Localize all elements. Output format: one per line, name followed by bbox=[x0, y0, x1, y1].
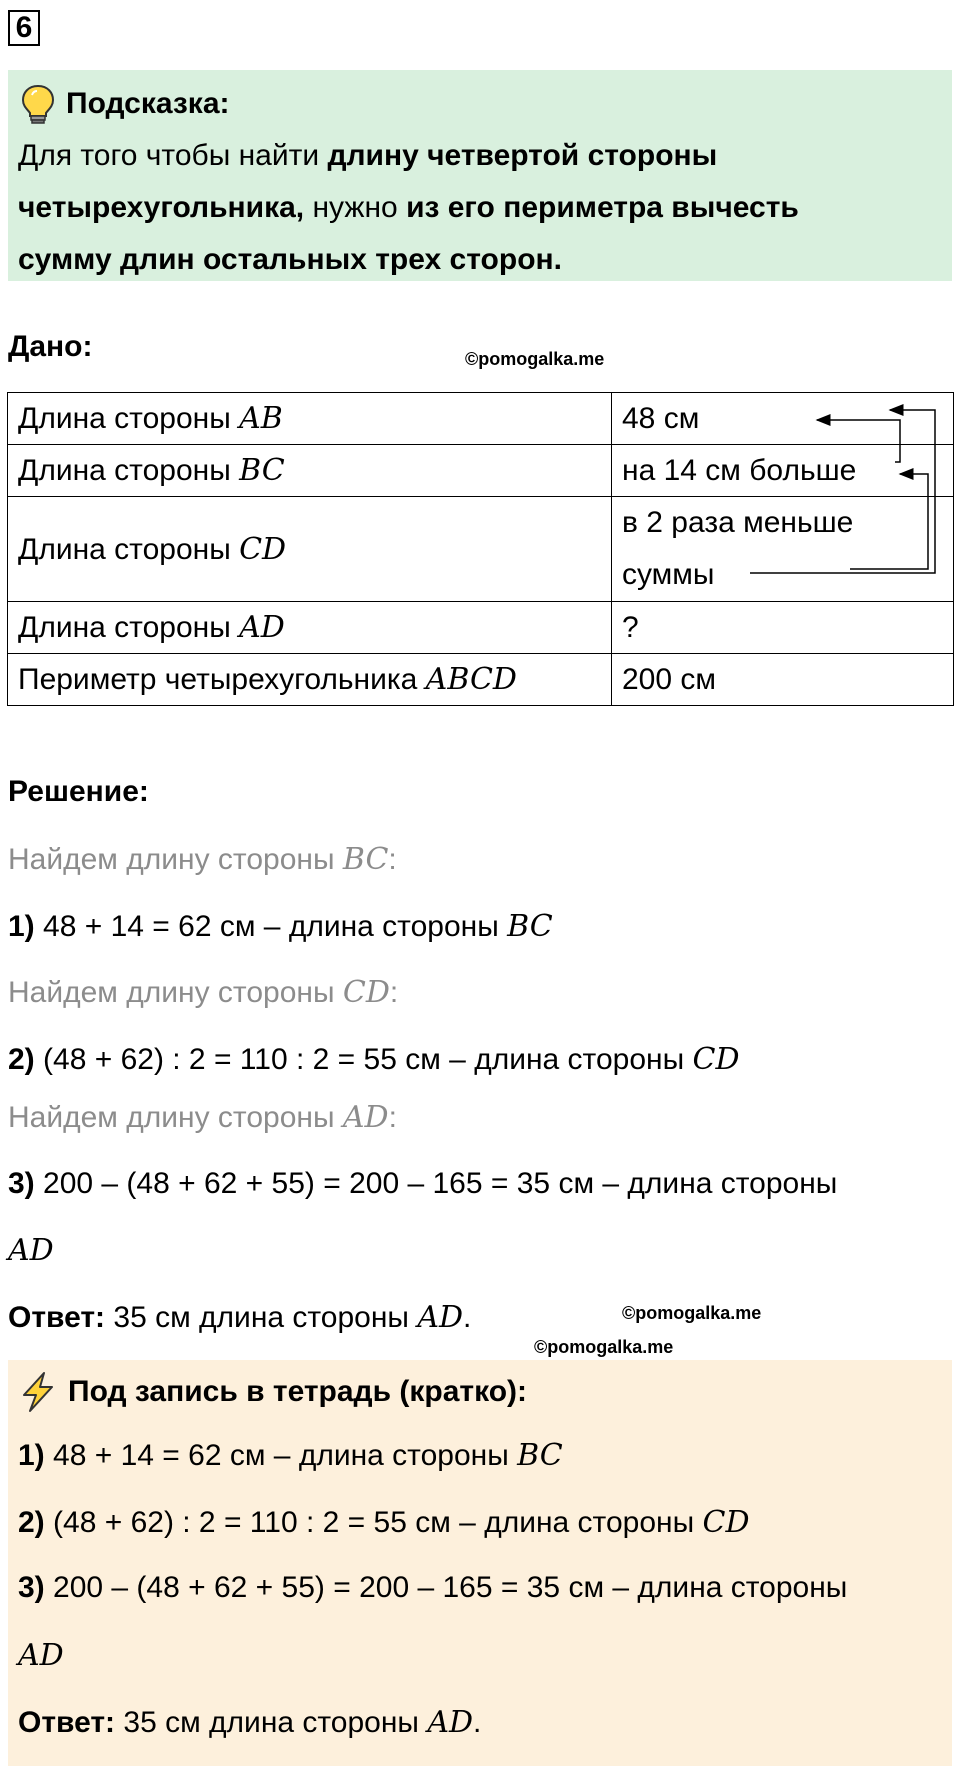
find-text: Найдем длину стороны bbox=[8, 843, 343, 876]
notebook-step-2 bbox=[18, 1505, 750, 1540]
table-cell-label bbox=[8, 654, 612, 706]
step-text: 48 + 14 = 62 см – длина стороны bbox=[44, 1439, 518, 1472]
step-number: 1) bbox=[18, 1439, 45, 1472]
step-var: BC bbox=[507, 909, 553, 944]
row-label: Периметр четырехугольника bbox=[18, 663, 426, 696]
find-var: CD bbox=[342, 975, 390, 1010]
notebook-box bbox=[8, 1360, 952, 1766]
given-label: Дано: bbox=[8, 330, 93, 363]
answer-text: 35 см длина стороны bbox=[115, 1706, 428, 1739]
row-var: AB bbox=[239, 401, 283, 436]
table-cell-label bbox=[8, 445, 612, 497]
answer-var: AD bbox=[427, 1705, 474, 1740]
notebook-step-1 bbox=[18, 1438, 563, 1473]
answer-end: . bbox=[473, 1706, 482, 1739]
find-colon: : bbox=[388, 843, 397, 876]
lightning-icon bbox=[18, 1371, 58, 1413]
notebook-answer-line bbox=[18, 1705, 481, 1740]
hint-bold: длину четвертой стороны bbox=[327, 139, 718, 172]
answer-var: AD bbox=[417, 1300, 464, 1335]
table-cell-label bbox=[8, 393, 612, 445]
hint-bold: сумму длин остальных трех сторон. bbox=[18, 243, 562, 276]
step-number: 2) bbox=[18, 1506, 45, 1539]
watermark: ©pomogalka.me bbox=[534, 1337, 674, 1357]
step-text: 200 – (48 + 62 + 55) = 200 – 165 = 35 см – длина стороны bbox=[44, 1571, 848, 1604]
step-text: (48 + 62) : 2 = 110 : 2 = 55 см – длина стороны bbox=[34, 1043, 693, 1076]
value-line: в 2 раза меньше bbox=[622, 506, 854, 539]
table-cell-label bbox=[8, 497, 612, 602]
find-colon: : bbox=[389, 976, 399, 1009]
row-var: BC bbox=[239, 453, 285, 488]
step-text: 200 – (48 + 62 + 55) = 200 – 165 = 35 см – длина стороны bbox=[34, 1167, 838, 1200]
answer-line bbox=[8, 1300, 471, 1335]
notebook-step-3-var: AD bbox=[18, 1638, 64, 1673]
find-var: BC bbox=[342, 842, 389, 877]
step-number: 3) bbox=[18, 1571, 45, 1604]
row-var: CD bbox=[239, 531, 287, 567]
step-var: BC bbox=[517, 1438, 563, 1473]
find-text: Найдем длину стороны bbox=[8, 976, 343, 1009]
row-label: Длина стороны bbox=[18, 611, 240, 644]
value-line: суммы bbox=[622, 558, 715, 591]
step-text: (48 + 62) : 2 = 110 : 2 = 55 см – длина стороны bbox=[44, 1506, 703, 1539]
step-2 bbox=[8, 1042, 740, 1077]
answer-label: Ответ: bbox=[18, 1706, 116, 1739]
watermark: ©pomogalka.me bbox=[622, 1303, 762, 1323]
row-label: Длина стороны bbox=[18, 402, 240, 435]
step-var: CD bbox=[692, 1042, 740, 1077]
step-3-var: AD bbox=[8, 1233, 54, 1268]
hint-title: Подсказка: bbox=[66, 87, 230, 120]
table-row bbox=[8, 654, 954, 706]
hint-text bbox=[18, 130, 942, 286]
row-var: AD bbox=[239, 610, 285, 645]
hint-part: нужно bbox=[304, 191, 407, 224]
hint-bold: из его периметра вычесть bbox=[406, 191, 799, 224]
step-var: CD bbox=[702, 1505, 750, 1540]
notebook-title: Под запись в тетрадь (кратко): bbox=[68, 1375, 528, 1408]
step-number: 2) bbox=[8, 1043, 35, 1076]
hint-bold: четырехугольника, bbox=[18, 191, 305, 224]
find-bc-line bbox=[8, 842, 397, 877]
solution-label: Решение: bbox=[8, 775, 149, 808]
relation-arrows bbox=[740, 395, 960, 585]
hint-part: Для того чтобы найти bbox=[18, 139, 328, 172]
hint-box bbox=[8, 70, 952, 281]
answer-label: Ответ: bbox=[8, 1301, 106, 1334]
row-var: ABCD bbox=[425, 662, 517, 697]
lightbulb-icon bbox=[18, 83, 58, 125]
step-1 bbox=[8, 909, 553, 944]
table-cell-value: 48 см bbox=[612, 393, 954, 445]
table-cell-value: ? bbox=[612, 602, 954, 654]
answer-text: 35 см длина стороны bbox=[105, 1301, 418, 1334]
find-cd-line bbox=[8, 975, 398, 1010]
task-number: 6 bbox=[8, 10, 40, 46]
notebook-title-row bbox=[18, 1366, 527, 1418]
find-colon: : bbox=[388, 1101, 397, 1134]
find-ad-line bbox=[8, 1100, 397, 1135]
table-cell-value: 200 см bbox=[612, 654, 954, 706]
step-text: 48 + 14 = 62 см – длина стороны bbox=[34, 910, 508, 943]
table-row bbox=[8, 602, 954, 654]
watermark: ©pomogalka.me bbox=[465, 349, 605, 369]
table-cell-label bbox=[8, 602, 612, 654]
find-text: Найдем длину стороны bbox=[8, 1101, 343, 1134]
row-label: Длина стороны bbox=[18, 532, 240, 566]
step-number: 3) bbox=[8, 1167, 35, 1200]
step-3 bbox=[8, 1167, 837, 1201]
answer-end: . bbox=[463, 1301, 472, 1334]
step-number: 1) bbox=[8, 910, 35, 943]
notebook-step-3 bbox=[18, 1571, 847, 1605]
row-label: Длина стороны bbox=[18, 454, 240, 487]
table-cell-value: на 14 см больше bbox=[612, 445, 954, 497]
find-var: AD bbox=[342, 1100, 389, 1135]
